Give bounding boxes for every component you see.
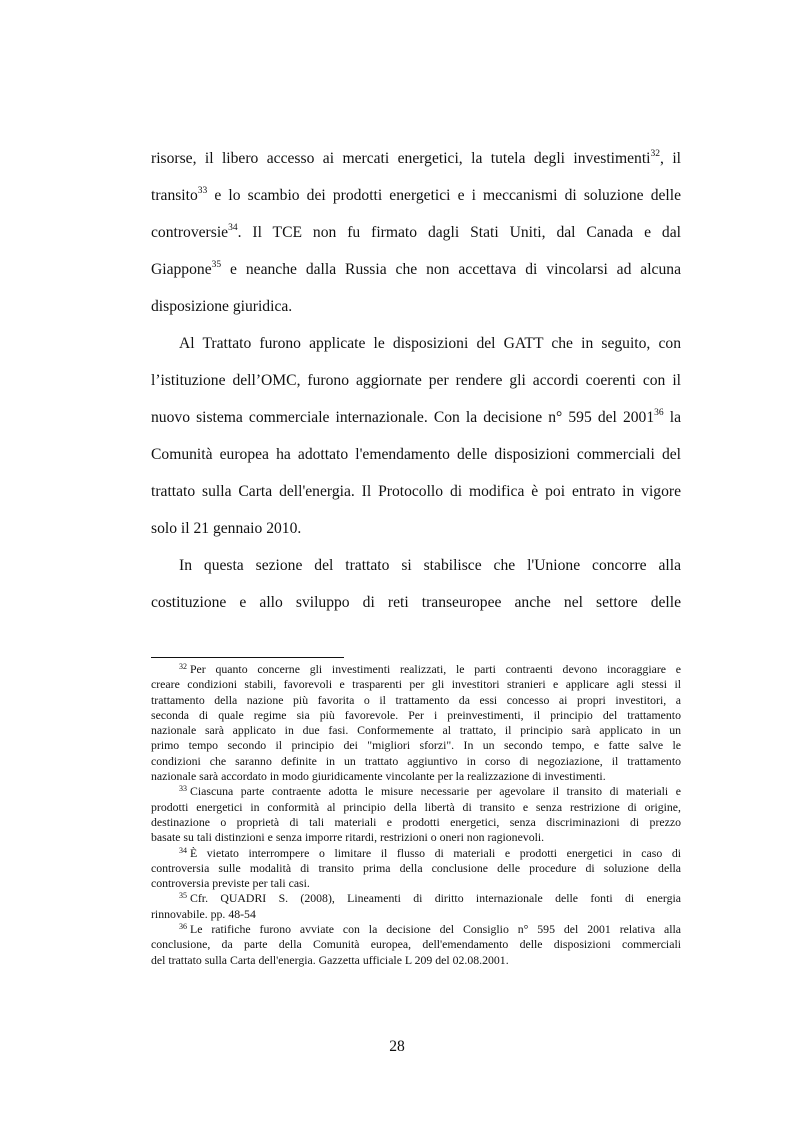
footnote-mark: 32 [179, 662, 187, 671]
footnote-mark: 35 [179, 891, 187, 901]
footnote-ref[interactable]: 35 [211, 259, 222, 270]
footnote-mark: 33 [179, 784, 187, 794]
footnote-line: $^{32}$ Per quanto concerne gli investimenti realizzati, le parti contraenti devono incoraggiare e [179, 662, 681, 676]
footnote-line: nazionale sarà applicato in due fasi. Conformemente al trattato, il principio sarà applicato in un [151, 723, 681, 738]
footnote-line: destinazione o proprietà di tali materiali e prodotti energetici, senza discriminazioni di prezzo [151, 814, 681, 829]
body-line: solo il 21 gennaio 2010. [151, 520, 302, 537]
footnote-ref[interactable]: 33 [197, 185, 208, 196]
footnote-separator [151, 657, 344, 658]
footnote-line: primo tempo secondo il principio dei "migliori sforzi". In un secondo tempo, e fatte salve le [151, 738, 681, 753]
footnotes [151, 662, 681, 968]
body-line: trattato sulla Carta dell'energia. Il Protocollo di modifica è poi entrato in vigore [151, 483, 681, 500]
footnote-line: conclusione, da parte della Comunità europea, dell'emendamento delle disposizioni commerciali [151, 937, 681, 952]
body-line: Al Trattato furono applicate le disposizioni del GATT che in seguito, con [179, 335, 681, 352]
body-line: costituzione e allo sviluppo di reti transeuropee anche nel settore delle [151, 594, 681, 611]
footnote-ref[interactable]: 34 [228, 222, 238, 233]
body-line: l’istituzione dell’OMC, furono aggiornate per rendere gli accordi coerenti con il [151, 372, 681, 389]
footnote-line: trattamento della nazione più favorita o il trattamento da essi concesso ai propri investitori, a [151, 692, 681, 707]
footnote-line: condizioni che saranno definite in un trattato aggiuntivo in corso di negoziazione, il trattamento [151, 753, 681, 768]
footnote-line: creare condizioni stabili, favorevoli e trasparenti per gli investitori stranieri e applicare agli stessi il [151, 677, 681, 692]
footnote-line: rinnovabile. pp. 48-54 [151, 906, 256, 921]
footnote-line: basate su tali distinzioni e senza imporre ritardi, restrizioni o oneri non ragionevoli. [151, 830, 545, 845]
body-line: transito$^{33}$ e lo scambio dei prodotti energetici e i meccanismi di soluzione delle [151, 185, 681, 204]
footnote-line: prodotti energetici in conformità al principio della libertà di transito e senza restrizione di origine, [151, 799, 681, 814]
footnote-line: nazionale sarà accordato in modo giuridicamente vincolante per la realizzazione di investimenti. [151, 769, 606, 784]
body-line: controversie$^{34}$. Il TCE non fu firmato dagli Stati Uniti, dal Canada e dal [151, 222, 681, 241]
footnote-line: $^{35}$ Cfr. QUADRI S. (2008), Lineamenti di diritto internazionale delle fonti di energia [179, 891, 681, 906]
body-line: risorse, il libero accesso ai mercati energetici, la tutela degli investimenti$^{32}$, il [151, 148, 681, 167]
footnote-line: controversia sulle modalità di transito prima della conclusione delle procedure di soluzione della [151, 860, 681, 875]
footnote-line: seconda di quale regime sia più favorevole. Per i preinvestimenti, il principio del trattamento [151, 707, 681, 722]
body-text [151, 140, 681, 621]
footnote-ref[interactable]: 36 [654, 407, 664, 418]
body-line: nuovo sistema commerciale internazionale. Con la decisione n° 595 del 2001$^{36}$ la [151, 407, 681, 426]
footnote-line: del trattato sulla Carta dell'energia. Gazzetta ufficiale L 209 del 02.08.2001. [151, 952, 509, 967]
footnote-line: $^{33}$ Ciascuna parte contraente adotta le misure necessarie per agevolare il transito di materiali e [179, 784, 681, 799]
footnote-line: $^{34}$ È vietato interrompere o limitare il flusso di materiali e prodotti energetici in caso di [179, 845, 681, 860]
body-line: Comunità europea ha adottato l'emendamento delle disposizioni commerciali del [151, 446, 681, 463]
footnote-mark: 34 [179, 845, 187, 855]
footnote-ref[interactable]: 32 [650, 148, 661, 159]
body-line: Giappone$^{35}$ e neanche dalla Russia che non accettava di vincolarsi ad alcuna [151, 259, 681, 278]
footnote-line: $^{36}$ Le ratifiche furono avviate con la decisione del Consiglio n° 595 del 2001 relativa alla [179, 922, 681, 937]
body-line: disposizione giuridica. [151, 298, 293, 315]
footnote-mark: 36 [179, 922, 187, 932]
body-line: In questa sezione del trattato si stabilisce che l'Unione concorre alla [179, 557, 681, 574]
page-number: 28 [389, 1038, 405, 1055]
footnote-line: controversia previste per tali casi. [151, 876, 310, 891]
